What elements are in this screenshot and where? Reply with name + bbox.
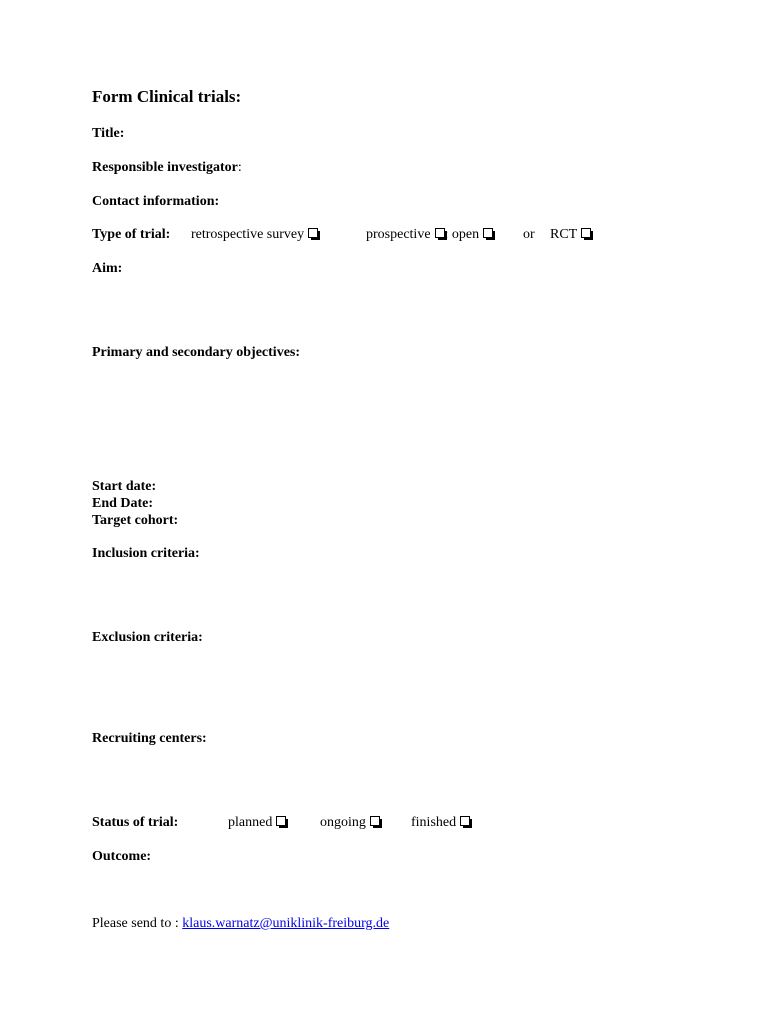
trial-type-label: Type of trial:	[92, 227, 171, 242]
title-label: Title:	[92, 126, 125, 141]
ongoing-label: ongoing	[320, 815, 366, 830]
send-to-text: Please send to :	[92, 916, 179, 931]
open-label: : open	[444, 227, 480, 242]
prospective-label: prospective	[366, 227, 431, 242]
recruiting-centers-label: Recruiting centers:	[92, 731, 207, 746]
prospective-option	[366, 226, 493, 243]
planned-label: planned	[228, 815, 273, 830]
retrospective-option	[191, 226, 318, 243]
objectives-label: Primary and secondary objectives:	[92, 345, 301, 360]
outcome-label: Outcome:	[92, 849, 152, 864]
rct-checkbox-icon[interactable]	[581, 228, 591, 238]
finished-checkbox-icon[interactable]	[460, 816, 470, 826]
investigator-label: Responsible investigator	[92, 160, 238, 175]
planned-checkbox-icon[interactable]	[276, 816, 286, 826]
ongoing-option	[320, 814, 380, 831]
prospective-checkbox-icon[interactable]	[435, 228, 445, 238]
open-checkbox-icon[interactable]	[483, 228, 493, 238]
start-date-label: Start date:	[92, 479, 157, 494]
ongoing-checkbox-icon[interactable]	[370, 816, 380, 826]
rct-label: RCT	[550, 227, 578, 242]
finished-label: finished	[411, 815, 457, 830]
exclusion-criteria-label: Exclusion criteria:	[92, 630, 203, 645]
investigator-row	[92, 159, 242, 176]
end-date-label: End Date:	[92, 496, 154, 511]
contact-label: Contact information:	[92, 194, 220, 209]
retrospective-label: retrospective survey	[191, 227, 305, 242]
retrospective-checkbox-icon[interactable]	[308, 228, 318, 238]
form-title: Form Clinical trials:	[92, 87, 242, 106]
investigator-colon: :	[237, 160, 242, 175]
planned-option	[228, 814, 286, 831]
rct-option	[550, 226, 591, 243]
or-text: or	[523, 227, 535, 242]
inclusion-criteria-label: Inclusion criteria:	[92, 546, 200, 561]
finished-option	[411, 814, 470, 831]
send-to-row	[92, 915, 389, 932]
email-link[interactable]: klaus.warnatz@uniklinik-freiburg.de	[182, 916, 390, 931]
aim-label: Aim:	[92, 261, 123, 276]
target-cohort-label: Target cohort:	[92, 513, 179, 528]
status-label: Status of trial:	[92, 815, 179, 830]
